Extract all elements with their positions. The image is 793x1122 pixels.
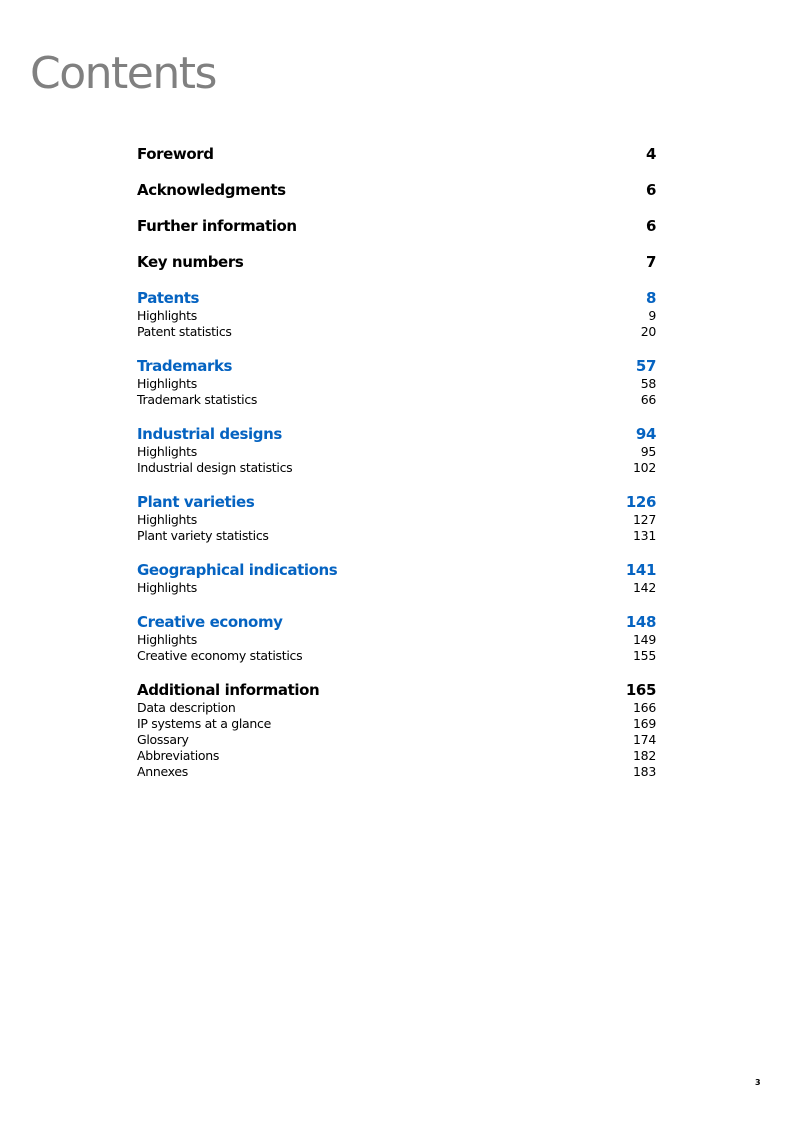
toc-entry-page: 4 (645, 145, 656, 163)
toc-subentry[interactable] (137, 764, 656, 780)
toc-entry-page: 6 (645, 217, 656, 235)
toc-subentry-label: Data description (137, 700, 236, 715)
toc-entry-page: 7 (645, 253, 656, 271)
toc-subentry-page: 183 (633, 764, 656, 779)
toc-subentry[interactable] (137, 732, 656, 748)
toc-entry-title: Patents (137, 289, 200, 307)
toc-entry-title: Creative economy (137, 613, 283, 631)
table-of-contents (137, 144, 656, 796)
toc-subentry-label: Annexes (137, 764, 188, 779)
toc-entry-page: 141 (625, 561, 656, 579)
toc-subentry-label: Highlights (137, 512, 197, 527)
toc-subentry-page: 131 (633, 528, 656, 543)
toc-subentry[interactable] (137, 632, 656, 648)
toc-subentry[interactable] (137, 700, 656, 716)
toc-subentry-label: Highlights (137, 308, 197, 323)
toc-subentry[interactable] (137, 376, 656, 392)
toc-section (137, 680, 656, 780)
toc-subentry-page: 9 (648, 308, 656, 323)
toc-subentry-page: 169 (633, 716, 656, 731)
toc-subentry-page: 182 (633, 748, 656, 763)
toc-entry-page: 165 (625, 681, 656, 699)
toc-subentry[interactable] (137, 392, 656, 408)
toc-entry[interactable] (137, 560, 656, 580)
toc-entry-title: Trademarks (137, 357, 233, 375)
toc-entry[interactable] (137, 144, 656, 164)
toc-subentry-label: Highlights (137, 632, 197, 647)
toc-section (137, 492, 656, 544)
toc-entry-page: 126 (625, 493, 656, 511)
toc-entry-page: 6 (645, 181, 656, 199)
toc-entry-page: 148 (625, 613, 656, 631)
toc-entry-title: Acknowledgments (137, 181, 286, 199)
toc-subentry-page: 102 (633, 460, 656, 475)
page-number: 3 (755, 1078, 761, 1087)
toc-subentry-label: Glossary (137, 732, 189, 747)
toc-subentry-label: IP systems at a glance (137, 716, 271, 731)
toc-section (137, 180, 656, 200)
toc-subentry-label: Highlights (137, 444, 197, 459)
toc-entry-title: Geographical indications (137, 561, 338, 579)
toc-subentry[interactable] (137, 580, 656, 596)
toc-entry-page: 57 (635, 357, 656, 375)
toc-subentry-label: Trademark statistics (137, 392, 258, 407)
toc-subentry-page: 142 (633, 580, 656, 595)
toc-subentry-label: Abbreviations (137, 748, 220, 763)
toc-entry[interactable] (137, 612, 656, 632)
toc-section (137, 144, 656, 164)
toc-subentry-page: 166 (633, 700, 656, 715)
toc-entry-title: Additional information (137, 681, 320, 699)
toc-subentry[interactable] (137, 512, 656, 528)
toc-subentry[interactable] (137, 648, 656, 664)
toc-entry-title: Further information (137, 217, 297, 235)
toc-entry[interactable] (137, 252, 656, 272)
toc-entry-title: Key numbers (137, 253, 244, 271)
toc-subentry-page: 95 (640, 444, 656, 459)
toc-subentry-label: Creative economy statistics (137, 648, 303, 663)
toc-subentry-label: Industrial design statistics (137, 460, 293, 475)
toc-subentry[interactable] (137, 716, 656, 732)
toc-entry-page: 94 (635, 425, 656, 443)
toc-subentry[interactable] (137, 528, 656, 544)
toc-subentry-page: 127 (633, 512, 656, 527)
toc-subentry-page: 155 (633, 648, 656, 663)
toc-section (137, 356, 656, 408)
toc-subentry-page: 149 (633, 632, 656, 647)
toc-subentry[interactable] (137, 444, 656, 460)
toc-subentry-page: 58 (640, 376, 656, 391)
toc-section (137, 216, 656, 236)
toc-section (137, 560, 656, 596)
toc-subentry[interactable] (137, 324, 656, 340)
toc-subentry-page: 66 (640, 392, 656, 407)
toc-subentry-label: Plant variety statistics (137, 528, 269, 543)
toc-entry[interactable] (137, 180, 656, 200)
toc-subentry-page: 20 (640, 324, 656, 339)
toc-entry[interactable] (137, 424, 656, 444)
toc-section (137, 288, 656, 340)
toc-subentry[interactable] (137, 748, 656, 764)
toc-section (137, 424, 656, 476)
toc-subentry[interactable] (137, 460, 656, 476)
toc-entry-title: Industrial designs (137, 425, 282, 443)
toc-subentry-page: 174 (633, 732, 656, 747)
toc-subentry[interactable] (137, 308, 656, 324)
toc-entry-page: 8 (645, 289, 656, 307)
toc-entry-title: Foreword (137, 145, 214, 163)
toc-section (137, 612, 656, 664)
toc-entry[interactable] (137, 216, 656, 236)
toc-subentry-label: Patent statistics (137, 324, 232, 339)
toc-subentry-label: Highlights (137, 376, 197, 391)
toc-entry[interactable] (137, 680, 656, 700)
toc-entry-title: Plant varieties (137, 493, 255, 511)
toc-subentry-label: Highlights (137, 580, 197, 595)
toc-entry[interactable] (137, 288, 656, 308)
toc-entry[interactable] (137, 356, 656, 376)
toc-section (137, 252, 656, 272)
page-title: Contents (30, 48, 216, 99)
toc-entry[interactable] (137, 492, 656, 512)
